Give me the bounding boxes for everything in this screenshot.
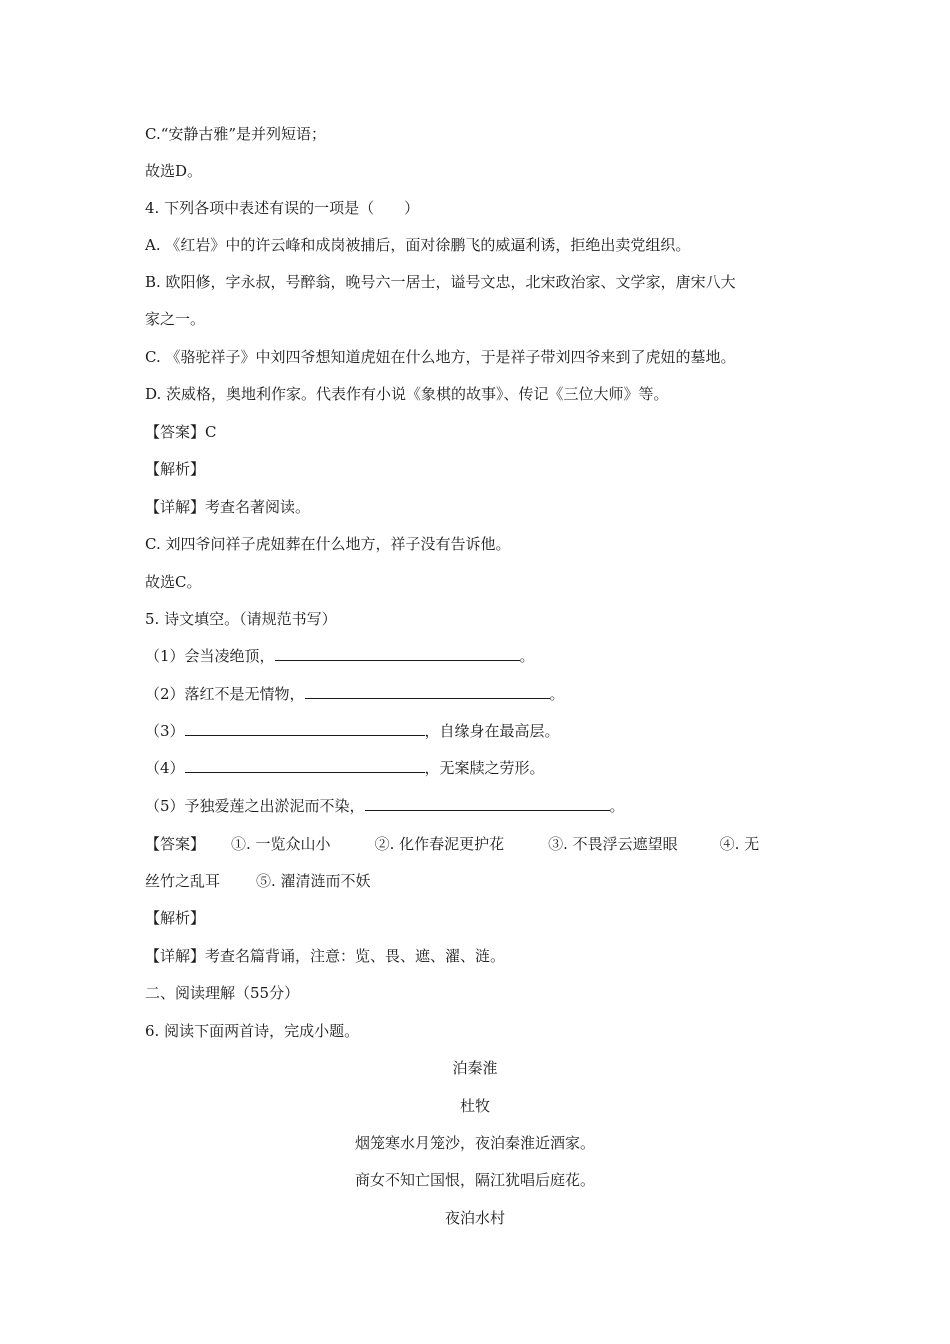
poem-1-author: 杜牧 (459, 1097, 490, 1115)
poem-1-line-1: 烟笼寒水月笼沙，夜泊秦淮近酒家。 (354, 1134, 595, 1152)
q4-option-c: C. 《骆驼祥子》中刘四爷想知道虎妞在什么地方，于是祥子带刘四爷来到了虎妞的墓地。 (145, 348, 736, 366)
q5-item-5 (145, 795, 810, 817)
poem-1-title: 泊秦淮 (452, 1059, 498, 1077)
q5-item-3-text: （3） (145, 722, 185, 740)
q5-item-5-end: 。 (609, 797, 625, 815)
q5-item-5-text: （5）予独爱莲之出淤泥而不染， (145, 797, 365, 815)
q5-item-2 (145, 683, 810, 705)
q3-option-c: C.“安静古雅”是并列短语； (145, 125, 327, 143)
q4-option-b-line1: B. 欧阳修，字永叔，号醉翁，晚号六一居士，谥号文忠，北宋政治家、文学家，唐宋八大 (145, 273, 736, 291)
q5-answer-line2 (145, 870, 810, 892)
q6-stem: 6. 阅读下面两首诗，完成小题。 (145, 1022, 360, 1040)
section-2-title: 二、阅读理解（55分） (145, 984, 300, 1002)
q5-answer-3: ③. 不畏浮云遮望眼 (548, 835, 678, 853)
q5-analysis: 【解析】 (145, 909, 206, 927)
q4-answer: 【答案】C (145, 423, 217, 441)
q5-answer-5: ⑤. 濯清涟而不妖 (256, 872, 371, 890)
q4-option-d: D. 茨威格，奥地利作家。代表作有小说《象棋的故事》、传记《三位大师》等。 (145, 385, 669, 403)
q5-item-1-blank[interactable] (275, 645, 520, 661)
q5-item-4-text: （4） (145, 759, 185, 777)
q4-option-b-line2: 家之一。 (145, 310, 206, 328)
q4-result: 故选C。 (145, 573, 202, 591)
q5-item-4-blank[interactable] (185, 757, 425, 773)
poem-2-title: 夜泊水村 (444, 1209, 505, 1227)
q5-item-3-end: ，自缘身在最高层。 (424, 722, 560, 740)
q5-answer-4-end: 丝竹之乱耳 (145, 872, 221, 890)
q5-item-3 (145, 720, 810, 742)
q5-item-2-text: （2）落红不是无情物， (145, 685, 305, 703)
q5-item-5-blank[interactable] (365, 795, 610, 811)
q5-item-2-blank[interactable] (305, 683, 550, 699)
q5-item-1-end: 。 (519, 647, 535, 665)
q4-stem: 4. 下列各项中表述有误的一项是（ ） (145, 199, 420, 217)
q5-item-2-end: 。 (549, 685, 565, 703)
q5-answer-4-start: ④. 无 (719, 835, 760, 853)
q4-explain: C. 刘四爷问祥子虎妞葬在什么地方，祥子没有告诉他。 (145, 535, 511, 553)
q5-stem: 5. 诗文填空。（请规范书写） (145, 610, 337, 628)
q5-item-4-end: ，无案牍之劳形。 (424, 759, 545, 777)
q4-analysis: 【解析】 (145, 460, 206, 478)
q4-detail: 【详解】考查名著阅读。 (145, 498, 311, 516)
q5-answer-label: 【答案】 (145, 835, 206, 853)
q4-option-a: A. 《红岩》中的许云峰和成岗被捕后，面对徐鹏飞的威逼利诱，拒绝出卖党组织。 (145, 236, 691, 254)
q5-detail: 【详解】考查名篇背诵，注意：览、畏、遮、濯、涟。 (145, 947, 506, 965)
poem-1-line-2: 商女不知亡国恨，隔江犹唱后庭花。 (354, 1171, 595, 1189)
q5-item-4 (145, 757, 810, 779)
q5-item-3-blank[interactable] (185, 720, 425, 736)
q5-answer-2: ②. 化作春泥更护花 (374, 835, 505, 853)
q5-answer-1: ①. 一览众山小 (231, 835, 331, 853)
q5-item-1-text: （1）会当凌绝顶， (145, 647, 275, 665)
q5-item-1 (145, 645, 810, 667)
q5-answer-line1 (145, 833, 810, 855)
q3-result: 故选D。 (145, 162, 203, 180)
